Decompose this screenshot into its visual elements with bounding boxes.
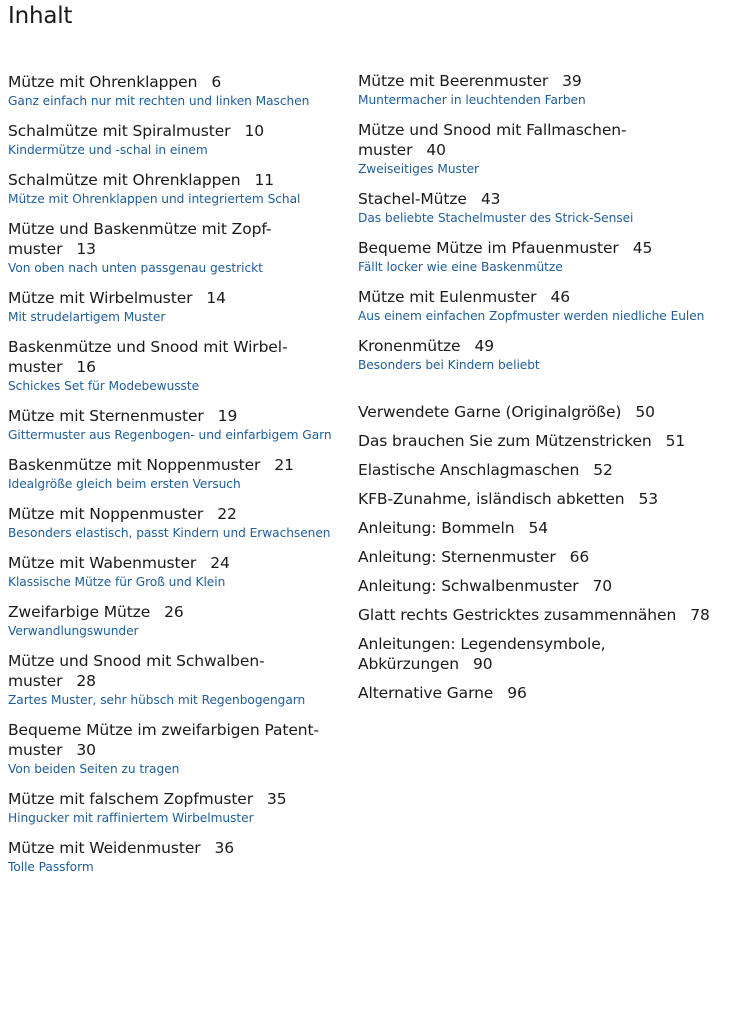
toc-entry-title-text: Mütze mit Wirbelmuster [8,289,193,307]
toc-entry-title [358,238,728,258]
toc-entry[interactable] [8,553,338,592]
appendix-entry[interactable] [358,576,728,596]
toc-entry-title-continuation: muster [8,672,63,690]
toc-entry-subtitle: Hingucker mit raffiniertem Wirbelmuster [8,811,254,825]
toc-entry-page-number: 11 [254,171,275,189]
toc-entry[interactable] [8,602,338,641]
appendix-entry-page-number: 51 [665,432,686,450]
toc-entry-page-number: 10 [244,122,264,140]
toc-entry-subtitle: Von oben nach unten passgenau gestrickt [8,261,263,275]
toc-entry-subtitle: Zweiseitiges Muster [358,162,479,176]
toc-entry-title [358,120,728,160]
toc-entry-title-text: Baskenmütze und Snood mit Wirbel- [8,338,288,356]
toc-entry-subtitle: Tolle Passform [8,860,94,874]
appendix-entry-title: Alternative Garne [358,684,494,702]
toc-entry-title-text: Mütze und Snood mit Schwalben- [8,652,265,670]
toc-entry-title [8,170,338,190]
toc-entry-subtitle: Mit strudelartigem Muster [8,310,166,324]
toc-entry-title-text: Schalmütze mit Spiralmuster [8,122,231,140]
toc-entry-subtitle: Besonders elastisch, passt Kindern und Erwachsenen [8,526,331,540]
toc-entry-title-text: Mütze mit Eulenmuster [358,288,537,306]
appendix-entry-page-number: 50 [635,403,655,421]
toc-entry-title-continuation: muster [8,240,63,258]
toc-entry-title [8,553,338,573]
toc-entry-title [8,219,338,259]
appendix-entry-title: Anleitung: Schwalbenmuster [358,577,579,595]
toc-entry-title-text: Mütze mit Noppenmuster [8,505,204,523]
toc-entry-subtitle: Mütze mit Ohrenklappen und integriertem Schal [8,192,301,206]
toc-entry[interactable] [8,789,338,828]
toc-entry-title [358,71,728,91]
toc-entry-subtitle: Besonders bei Kindern beliebt [358,358,540,372]
appendix-entry-page-number: 66 [569,548,590,566]
toc-entry-subtitle: Das beliebte Stachelmuster des Strick-Sensei [358,211,634,225]
toc-entry[interactable] [8,72,338,111]
toc-entry-title-text: Kronenmütze [358,337,461,355]
toc-entry[interactable] [358,120,728,179]
toc-entry-title [8,288,338,308]
toc-entry-title [8,838,338,858]
toc-entry-page-number: 22 [217,505,237,523]
toc-entry-title-text: Schalmütze mit Ohrenklappen [8,171,241,189]
appendix-entry[interactable] [358,431,728,451]
appendix-entry[interactable] [358,489,728,509]
toc-entry-title [8,789,338,809]
toc-entry-subtitle: Muntermacher in leuchtenden Farben [358,93,586,107]
toc-entry-title-text: Mütze mit Wabenmuster [8,554,197,572]
toc-entry-title-text: Mütze und Snood mit Fallmaschen- [358,121,627,139]
toc-entry-page-number: 39 [562,72,582,90]
toc-entry-title [8,72,338,92]
toc-entry-title-text: Mütze mit falschem Zopfmuster [8,790,254,808]
toc-entry-page-number: 35 [267,790,287,808]
toc-entry-title-continuation: muster [358,141,413,159]
toc-entry-subtitle: Idealgröße gleich beim ersten Versuch [8,477,241,491]
toc-entry-title [358,336,728,356]
page-title: Inhalt [8,3,73,29]
toc-entry-title [8,720,338,760]
toc-entry-subtitle: Schickes Set für Modebewusste [8,379,200,393]
appendix-entry-title: Verwendete Garne (Originalgröße) [358,403,622,421]
appendix-entry[interactable] [358,460,728,480]
toc-entry-title-text: Bequeme Mütze im zweifarbigen Patent- [8,721,319,739]
toc-entry[interactable] [8,651,338,710]
toc-entry-page-number: 24 [210,554,230,572]
toc-entry[interactable] [8,455,338,494]
appendix-list [358,402,728,703]
appendix-entry[interactable] [358,402,728,422]
appendix-entry-page-number: 96 [507,684,527,702]
toc-entry-subtitle: Kindermütze und -schal in einem [8,143,208,157]
toc-entry-page-number: 14 [206,289,226,307]
toc-entry-page-number: 16 [76,358,96,376]
toc-entry-page-number: 30 [76,741,96,759]
appendix-entry-title: Anleitung: Sternenmuster [358,548,556,566]
appendix-entry-title: Anleitung: Bommeln [358,519,515,537]
toc-column-left [8,72,338,887]
toc-entry-page-number: 40 [426,141,446,159]
appendix-entry-page-number: 52 [593,461,613,479]
toc-entry-title [8,651,338,691]
appendix-entry-title: Glatt rechts Gestricktes zusammennähen [358,606,677,624]
toc-entry-title [8,121,338,141]
toc-entry-page-number: 49 [474,337,494,355]
appendix-entry-page-number: 90 [473,655,493,673]
appendix-entry[interactable] [358,518,728,538]
toc-entry-title-continuation: muster [8,358,63,376]
toc-entry-title-text: Zweifarbige Mütze [8,603,151,621]
toc-entry-page-number: 19 [217,407,238,425]
toc-entry-title [8,504,338,524]
appendix-entry-page-number: 78 [690,606,710,624]
toc-entry-subtitle: Ganz einfach nur mit rechten und linken Maschen [8,94,310,108]
toc-entry-title-text: Mütze und Baskenmütze mit Zopf- [8,220,272,238]
toc-entry-title [8,455,338,475]
appendix-entry-title: KFB-Zunahme, isländisch abketten [358,490,625,508]
appendix-entry-title: Das brauchen Sie zum Mützenstricken [358,432,652,450]
toc-entry-title-text: Mütze mit Beerenmuster [358,72,549,90]
toc-entry-page-number: 28 [76,672,96,690]
toc-entry-title-text: Mütze mit Sternenmuster [8,407,204,425]
toc-entry[interactable] [8,720,338,779]
toc-entry[interactable] [8,219,338,278]
toc-entry-title [358,189,728,209]
toc-entry-page-number: 36 [214,839,235,857]
toc-entry-title-text: Stachel-Mütze [358,190,467,208]
toc-entry[interactable] [358,287,728,326]
appendix-entry-page-number: 53 [638,490,659,508]
toc-entry[interactable] [8,406,338,445]
toc-entry[interactable] [358,238,728,277]
appendix-entry-page-number: 54 [528,519,549,537]
toc-entry[interactable] [358,189,728,228]
toc-entry-subtitle: Gittermuster aus Regenbogen- und einfarbigem Garn [8,428,332,442]
appendix-entry-title-continuation: Abkürzungen [358,655,460,673]
toc-entry-title [8,406,338,426]
toc-entry-title-text: Mütze mit Weidenmuster [8,839,201,857]
toc-entry-subtitle: Fällt locker wie eine Baskenmütze [358,260,563,274]
toc-entry[interactable] [358,71,728,110]
appendix-entry[interactable] [358,605,728,625]
toc-entry-title-text: Baskenmütze mit Noppenmuster [8,456,261,474]
toc-entry-page-number: 26 [164,603,184,621]
toc-entry-page-number: 21 [274,456,294,474]
toc-entry[interactable] [8,838,338,877]
appendix-entry-title: Anleitungen: Legendensymbole, [358,635,606,653]
appendix-entry-page-number: 70 [592,577,613,595]
toc-entry[interactable] [8,504,338,543]
toc-entry[interactable] [8,121,338,160]
toc-entry-title [8,602,338,622]
toc-entry-title-continuation: muster [8,741,63,759]
toc-entry-title-text: Mütze mit Ohrenklappen [8,73,198,91]
toc-entry-page-number: 46 [550,288,570,306]
toc-column-right [358,71,728,712]
toc-entry-subtitle: Zartes Muster, sehr hübsch mit Regenbogengarn [8,693,306,707]
toc-entry-page-number: 6 [211,73,222,91]
toc-entry-subtitle: Aus einem einfachen Zopfmuster werden niedliche Eulen [358,309,705,323]
toc-entry[interactable] [358,336,728,375]
toc-entry[interactable] [8,288,338,327]
toc-entry-subtitle: Von beiden Seiten zu tragen [8,762,180,776]
toc-entry-subtitle: Klassische Mütze für Groß und Klein [8,575,226,589]
toc-entry[interactable] [8,337,338,396]
appendix-entry[interactable] [358,547,728,567]
toc-entry-title [8,337,338,377]
toc-entry-page-number: 43 [480,190,501,208]
toc-entry-page-number: 45 [632,239,653,257]
toc-entry-page-number: 13 [76,240,96,258]
appendix-entry[interactable] [358,683,728,703]
appendix-entry[interactable] [358,634,728,674]
toc-entry-subtitle: Verwandlungswunder [8,624,139,638]
toc-entry-title [358,287,728,307]
appendix-entry-title: Elastische Anschlagmaschen [358,461,580,479]
toc-entry[interactable] [8,170,338,209]
toc-entry-title-text: Bequeme Mütze im Pfauenmuster [358,239,619,257]
